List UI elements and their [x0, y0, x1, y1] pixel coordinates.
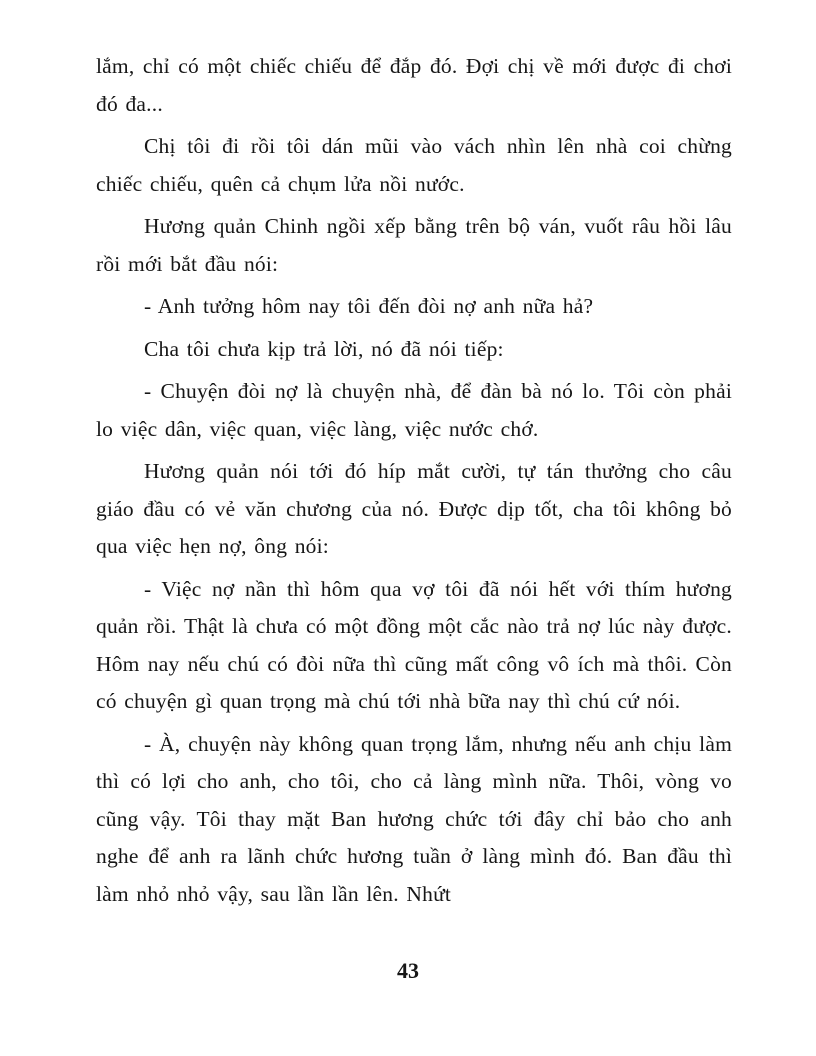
- paragraph: - Chuyện đòi nợ là chuyện nhà, để đàn bà nó lo. Tôi còn phải lo việc dân, việc quan, việc làng, việc nước chớ.: [96, 379, 732, 441]
- paragraph: lắm, chỉ có một chiếc chiếu để đắp đó. Đợi chị về mới được đi chơi đó đa...: [96, 54, 732, 116]
- text-block: [96, 48, 732, 918]
- paragraph: Hương quản Chinh ngồi xếp bằng trên bộ ván, vuốt râu hồi lâu rồi mới bắt đầu nói:: [96, 214, 732, 276]
- paragraph: - Anh tưởng hôm nay tôi đến đòi nợ anh nữa hả?: [144, 294, 594, 318]
- page-number: 43: [397, 958, 419, 983]
- paragraph: - À, chuyện này không quan trọng lắm, nhưng nếu anh chịu làm thì có lợi cho anh, cho tôi, cho cả làng mình nữa. Thôi, vòng vo cũng vậy. Tôi thay mặt Ban hương chức tới đây chỉ bảo cho anh nghe để anh ra lãnh chức hương tuần ở làng mình đó. Ban đầu thì làm nhỏ nhỏ vậy, sau lần lần lên. Nhứt: [96, 731, 732, 906]
- paragraph: - Việc nợ nần thì hôm qua vợ tôi đã nói hết với thím hương quản rồi. Thật là chưa có một đồng một cắc nào trả nợ lúc này được. Hôm nay nếu chú có đòi nữa thì cũng mất công vô ích mà thôi. Còn có chuyện gì quan trọng mà chú tới nhà bữa nay thì chú cứ nói.: [96, 576, 732, 713]
- paragraph: Cha tôi chưa kịp trả lời, nó đã nói tiếp:: [144, 336, 504, 361]
- paragraph: Hương quản nói tới đó híp mắt cười, tự tán thưởng cho câu giáo đầu có vẻ văn chương của nó. Được dịp tốt, cha tôi không bỏ qua việc hẹn nợ, ông nói:: [96, 459, 732, 558]
- paragraph: Chị tôi đi rồi tôi dán mũi vào vách nhìn lên nhà coi chừng chiếc chiếu, quên cả chụm lửa nồi nước.: [96, 134, 732, 196]
